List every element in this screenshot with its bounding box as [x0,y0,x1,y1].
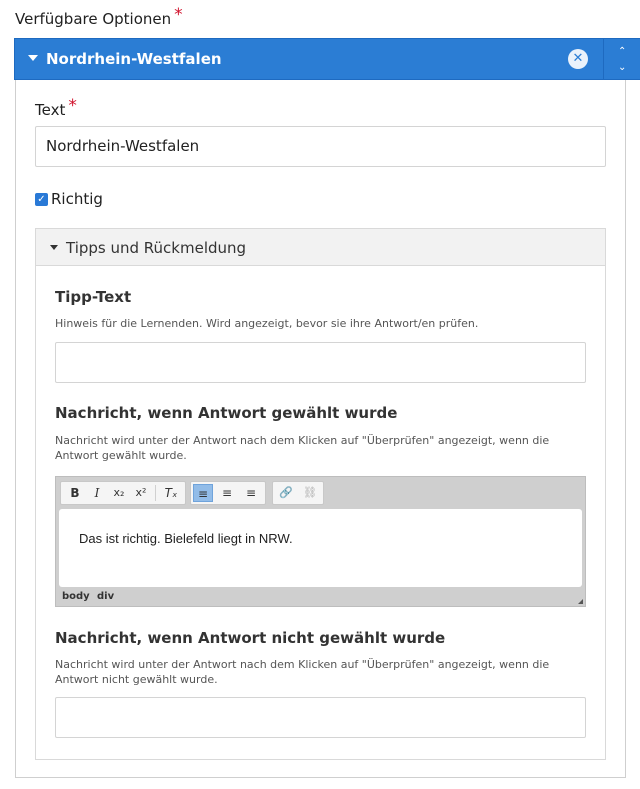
italic-button[interactable]: I [94,486,100,500]
tip-text-label: Tipp-Text [55,288,132,306]
chosen-feedback-description: Nachricht wird unter der Antwort nach dem Klicken auf "Überprüfen" angezeigt, wenn die Antwort gewählt wurde. [55,434,550,462]
tips-panel-header[interactable] [36,229,605,266]
path-body[interactable]: body [62,591,90,602]
available-options-text: Verfügbare Optionen [15,10,172,28]
not-chosen-feedback-description: Nachricht wird unter der Antwort nach dem Klicken auf "Überprüfen" angezeigt, wenn die Antwort nicht gewählt wurde. [55,658,550,686]
chosen-feedback-editor [55,476,586,607]
correct-checkbox[interactable]: ✓ [35,193,48,206]
tips-panel-title: Tipps und Rückmeldung [66,239,247,257]
available-options-label [15,5,183,29]
toolbar-separator [155,485,156,501]
align-toolbar-group [190,481,266,505]
subscript-button[interactable]: x₂ [113,486,125,499]
option-header[interactable] [14,38,640,80]
align-right-icon[interactable]: ≡ [245,486,257,500]
bold-button[interactable]: B [70,486,80,500]
editor-content-text: Das ist richtig. Bielefeld liegt in NRW. [79,531,293,546]
remove-option-icon[interactable]: ✕ [568,49,588,69]
required-marker: * [68,96,77,116]
superscript-button[interactable]: x² [135,486,147,499]
align-left-icon[interactable]: ≡ [193,484,213,502]
remove-format-button[interactable]: Tₓ [164,486,178,500]
chosen-feedback-label: Nachricht, wenn Antwort gewählt wurde [55,404,398,422]
tips-collapse-caret-icon[interactable] [50,245,58,250]
link-icon[interactable]: 🔗 [279,486,293,499]
correct-checkbox-label[interactable]: Richtig [51,190,103,208]
tip-text-input[interactable] [55,342,586,383]
text-input[interactable] [35,126,606,167]
move-down-icon[interactable]: ⌄ [618,62,627,73]
not-chosen-feedback-label: Nachricht, wenn Antwort nicht gewählt wurde [55,629,446,647]
required-marker: * [174,5,183,25]
order-controls [603,39,640,79]
align-center-icon[interactable]: ≡ [221,486,233,500]
tip-text-description: Hinweis für die Lernenden. Wird angezeigt, bevor sie ihre Antwort/en prüfen. [55,317,479,330]
format-toolbar-group [60,481,186,505]
path-div[interactable]: div [97,591,115,602]
resize-handle-icon[interactable] [578,599,583,604]
text-field-label-text: Text [35,101,66,119]
text-input-value: Nordrhein-Westfalen [46,137,200,155]
text-field-label [35,96,77,120]
move-up-icon[interactable]: ⌃ [618,46,627,57]
editor-content-area[interactable] [59,509,582,587]
collapse-caret-icon[interactable] [28,55,38,61]
not-chosen-feedback-input[interactable] [55,697,586,738]
unlink-icon: ⛓ [303,486,317,499]
option-title: Nordrhein-Westfalen [46,50,222,68]
link-toolbar-group [272,481,324,505]
